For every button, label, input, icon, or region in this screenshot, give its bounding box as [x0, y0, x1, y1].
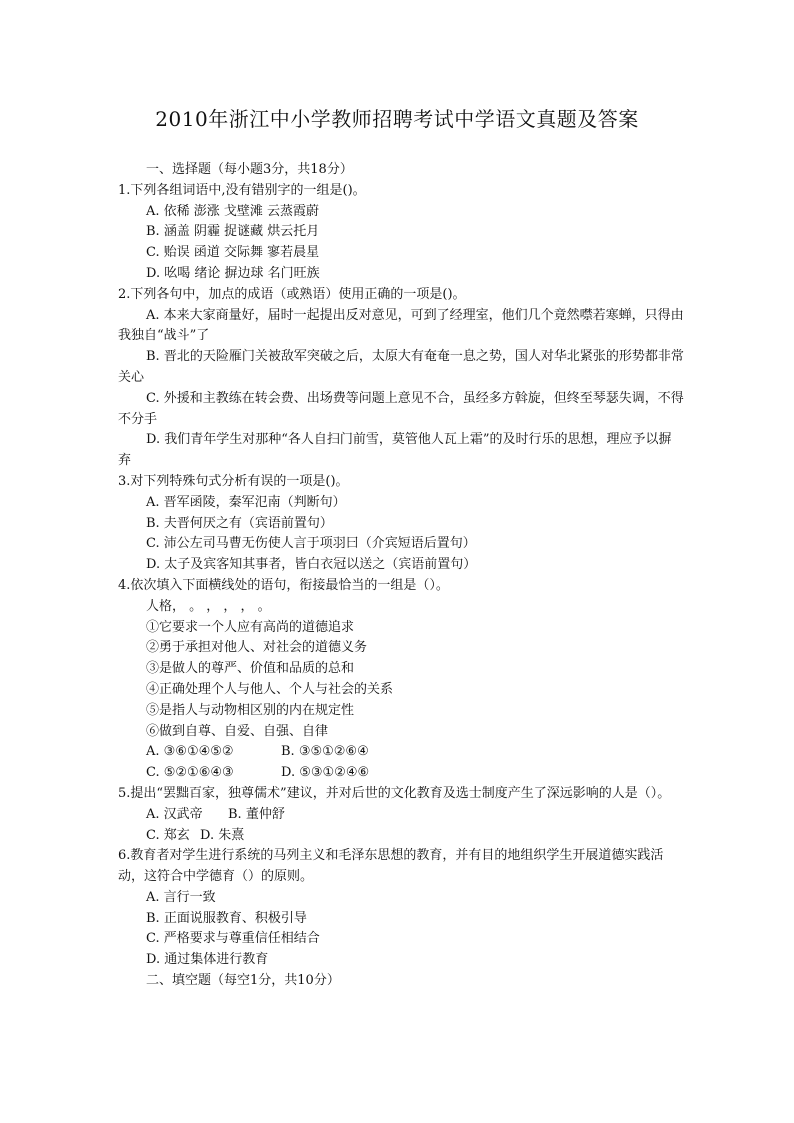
question-4-item-4: ④正确处理个人与他人、个人与社会的关系: [146, 681, 394, 697]
question-6-option-b: B. 正面说服教育、积极引导: [146, 910, 307, 926]
question-4-option-b: B. ③⑤①②⑥④: [281, 744, 369, 760]
question-3-option-a: A. 晋军函陵，秦军氾南（判断句）: [146, 494, 346, 510]
question-stem-4: 4.依次填入下面横线处的语句，衔接最恰当的一组是（）。: [118, 577, 449, 593]
question-4-option-c: C. ⑤②①⑥④③: [146, 765, 234, 781]
question-stem-3: 3.对下列特殊句式分析有误的一项是()。: [118, 473, 349, 489]
question-6-option-a: A. 言行一致: [146, 889, 216, 905]
question-3-option-d: D. 太子及宾客知其事者，皆白衣冠以送之（宾语前置句）: [146, 557, 477, 573]
question-5-options-row-1: [118, 805, 684, 826]
question-stem-6: 6.教育者对学生进行系统的马列主义和毛泽东思想的教育，并有目的地组织学生开展道德实践活动，这符合中学德育（）的原则。: [118, 848, 664, 885]
question-4-item-6: ⑥做到自尊、自爱、自强、自律: [146, 723, 329, 739]
question-5-option-c: C. 郑玄: [146, 827, 190, 843]
section-heading-choice: 一、选择题（每小题3分，共18分）: [146, 162, 353, 177]
question-5-option-a: A. 汉武帝: [146, 806, 203, 822]
question-stem-1: 1.下列各组词语中,没有错别字的一组是()。: [118, 182, 366, 198]
question-2-option-b: B. 晋北的天险雁门关被敌军突破之后，太原大有奄奄一息之势，国人对华北紧张的形势都非常关心: [118, 349, 684, 385]
question-4-item-1: ①它要求一个人应有高尚的道德追求: [146, 619, 355, 635]
question-5-option-d: D. 朱熹: [200, 827, 245, 843]
question-4-option-a: A. ③⑥①④⑤②: [146, 744, 234, 760]
document-body: [118, 160, 684, 992]
question-1-option-d: D. 吆喝 绪论 摒边球 名门旺族: [146, 265, 320, 281]
question-4-option-d: D. ⑤③①②④⑥: [281, 765, 370, 781]
question-1-option-b: B. 涵盖 阴霾 捉谜藏 烘云托月: [146, 224, 320, 240]
question-5-options-row-2: [118, 826, 684, 847]
question-stem-5: 5.提出“罢黜百家，独尊儒术”建议，并对后世的文化教育及选士制度产生了深远影响的人是（）。: [118, 785, 671, 801]
question-4-item-5: ⑤是指人与动物相区别的内在规定性: [146, 702, 355, 718]
question-2-option-c: C. 外援和主教练在转会费、出场费等问题上意见不合，虽经多方斡旋，但终至琴瑟失调，不得不分手: [118, 390, 684, 427]
question-6-option-d: D. 通过集体进行教育: [146, 952, 269, 968]
question-2-option-a: A. 本来大家商量好，届时一起提出反对意见，可到了经理室，他们几个竟然噤若寒蝉，只得由我独自“战斗”了: [118, 307, 684, 344]
question-stem-2: 2.下列各句中，加点的成语（或熟语）使用正确的一项是()。: [118, 286, 466, 302]
section-heading-fill-blank: 二、填空题（每空1分，共10分）: [146, 973, 340, 989]
question-2-option-d: D. 我们青年学生对那种“各人自扫门前雪，莫管他人瓦上霜”的及时行乐的思想，理应予以摒弃: [118, 432, 672, 469]
question-4-options-row-1: [118, 742, 684, 763]
question-1-option-c: C. 贻误 函道 交际舞 寥若晨星: [146, 245, 320, 261]
question-4-blank-line: 人格， 。 ， ， ， 。: [146, 598, 271, 614]
question-4-item-3: ③是做人的尊严、价值和品质的总和: [146, 661, 355, 677]
page-title: 2010年浙江中小学教师招聘考试中学语文真题及答案: [155, 107, 639, 131]
question-6-option-c: C. 严格要求与尊重信任相结合: [146, 931, 320, 947]
question-4-item-2: ②勇于承担对他人、对社会的道德义务: [146, 640, 368, 656]
question-4-options-row-2: [118, 763, 684, 784]
question-1-option-a: A. 依稀 澎涨 戈壁滩 云蒸霞蔚: [146, 203, 320, 219]
question-3-option-b: B. 夫晋何厌之有（宾语前置句）: [146, 515, 333, 531]
question-5-option-b: B. 董仲舒: [228, 806, 285, 822]
question-3-option-c: C. 沛公左司马曹无伤使人言于项羽曰（介宾短语后置句）: [146, 536, 476, 552]
